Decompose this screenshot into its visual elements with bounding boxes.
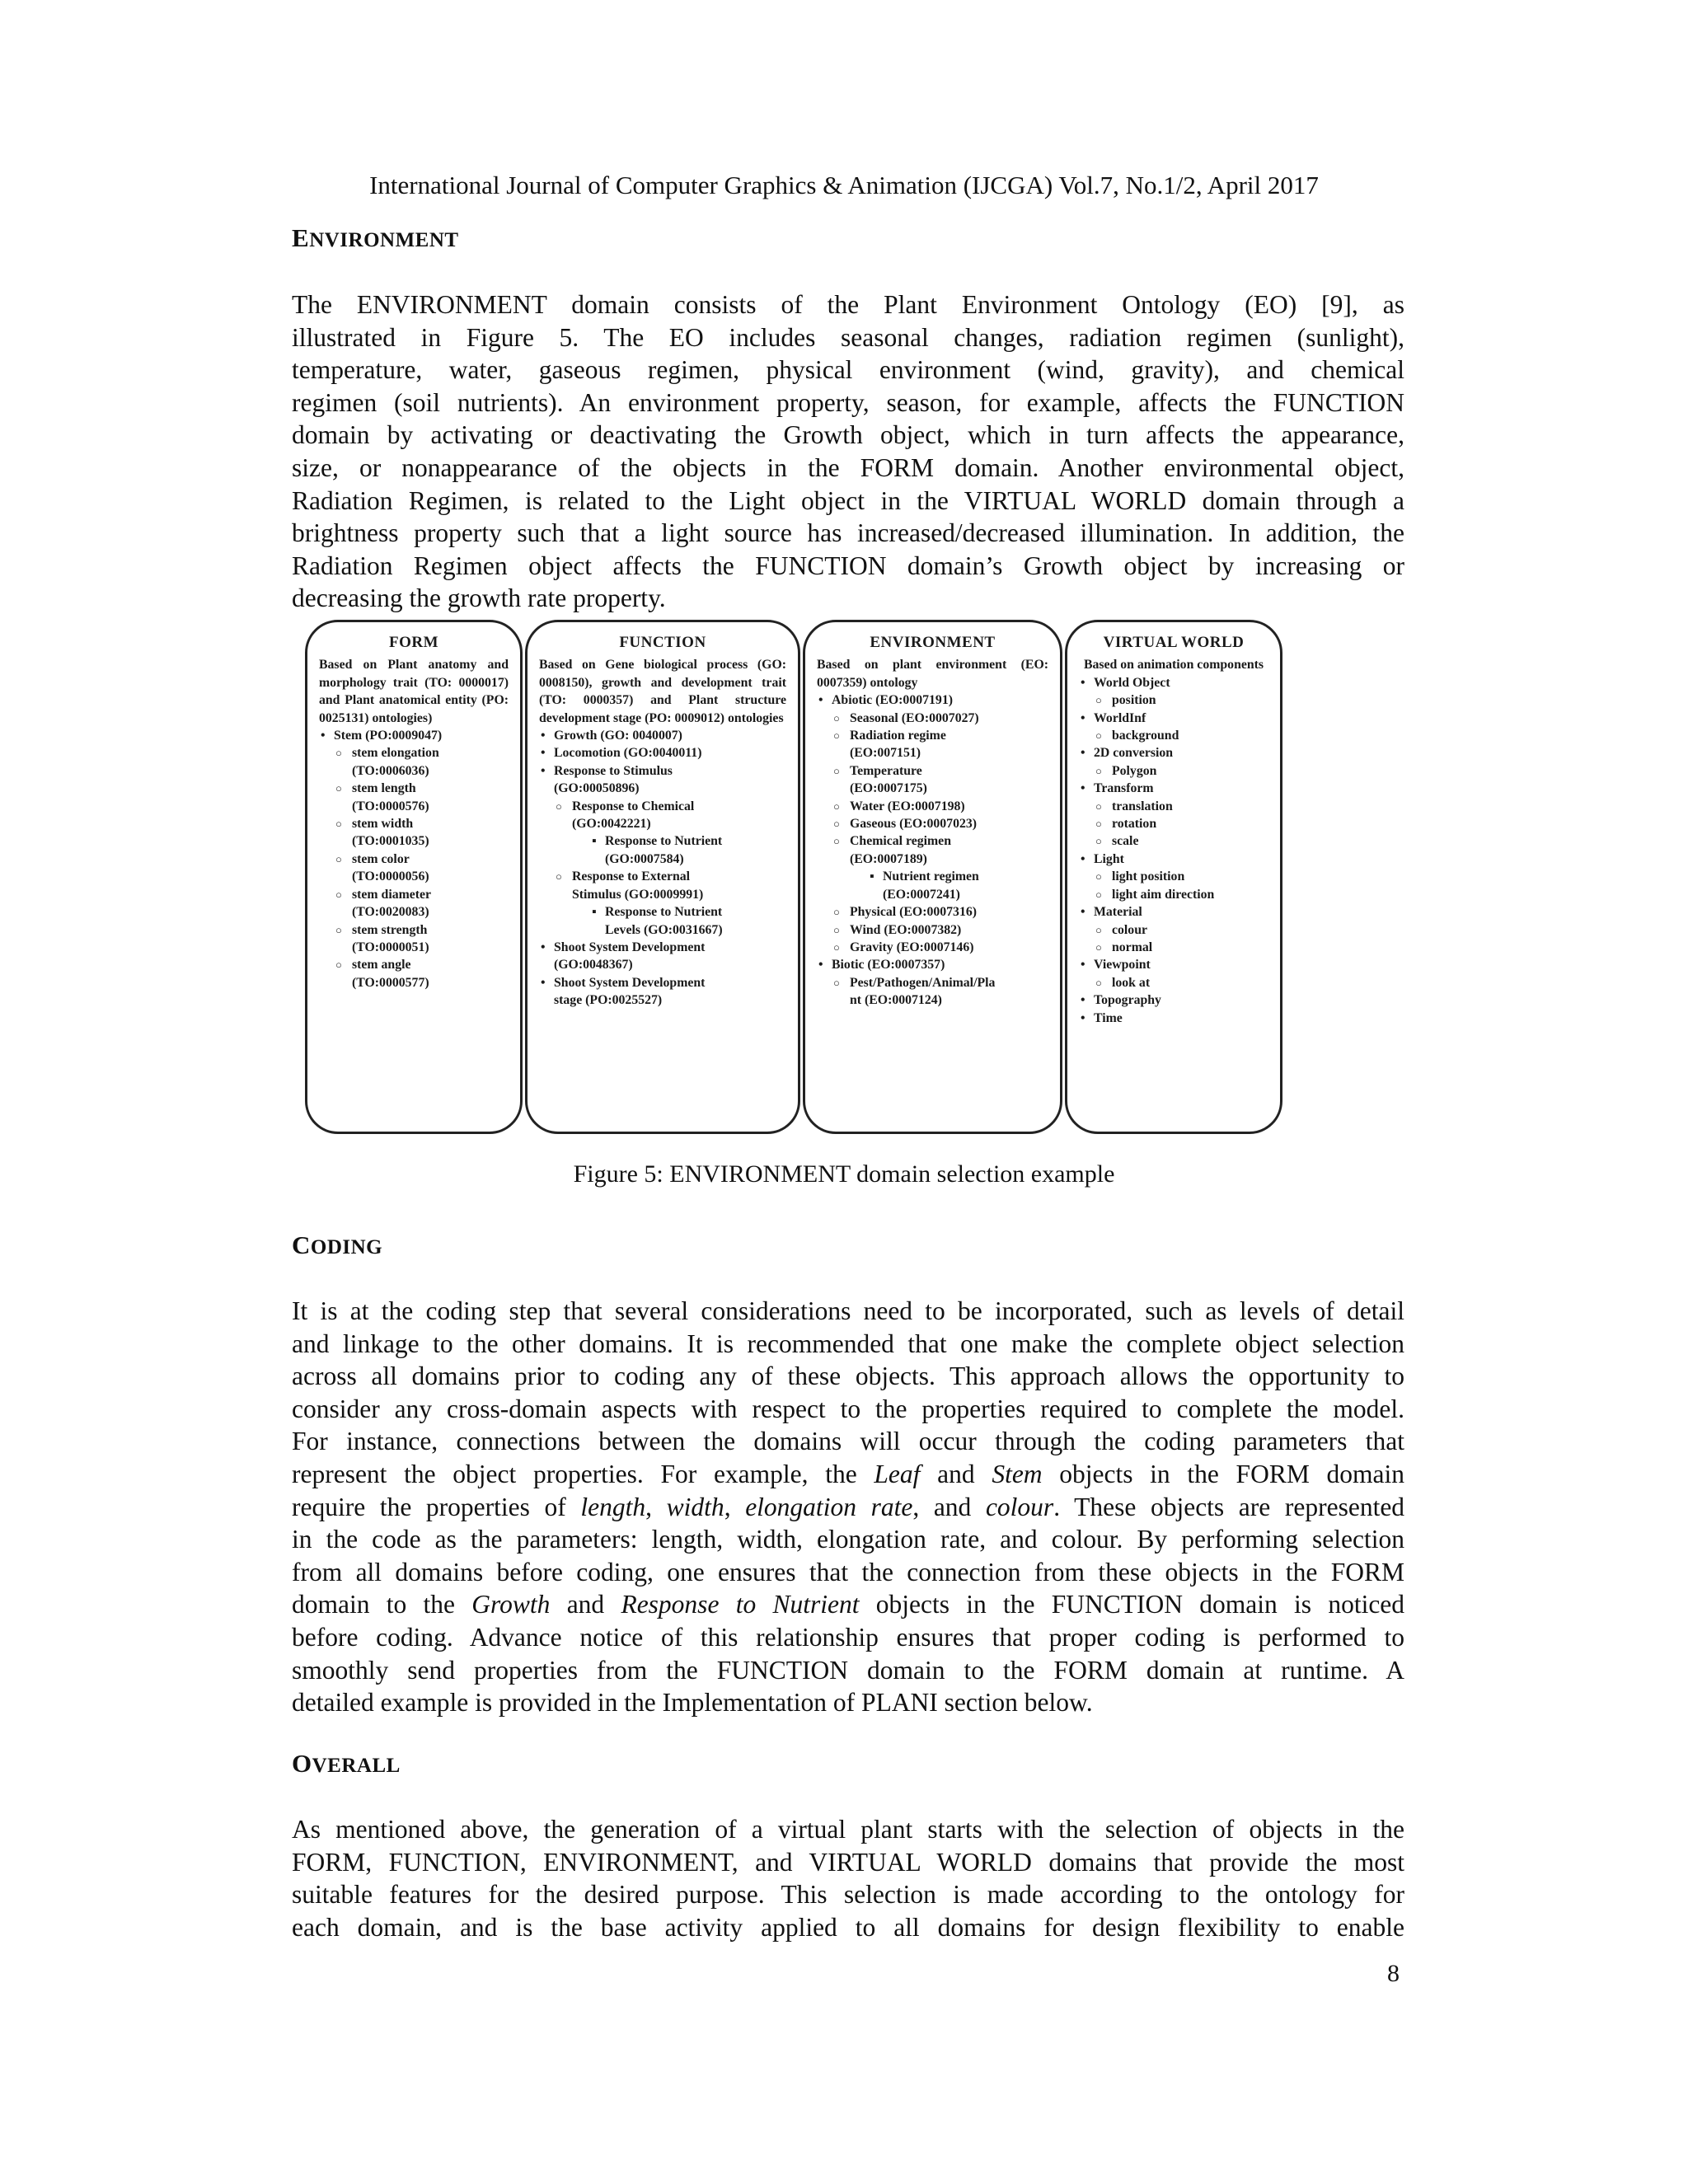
list-item: • Viewpoint [1079, 956, 1268, 973]
list-item: ▪ Response to Nutrient (GO:0007584) [539, 832, 786, 868]
text-line: represent the object properties. For example, the Leaf and Stem objects in the FORM domain [292, 1459, 1405, 1488]
text-line: For instance, connections between the domains will occur through the coding parameters that [292, 1427, 1404, 1456]
column-title: FUNCTION [619, 634, 706, 651]
text-line: consider any cross-domain aspects with respect to the properties required to complete the model. [292, 1394, 1404, 1423]
list-item: ○ light aim direction [1079, 886, 1268, 903]
list-item: ○ look at [1079, 974, 1268, 991]
list-item: ○ stem length (TO:0000576) [319, 780, 509, 815]
figure-column-form [305, 620, 523, 1134]
list-item: • World Object [1079, 674, 1268, 691]
list-item: ▪ Response to Nutrient Levels (GO:0031667) [539, 903, 786, 939]
list-item: ○ Chemical regimen (EO:0007189) [817, 832, 1048, 868]
text-line: regimen (soil nutrients). An environment property, season, for example, affects the FUNCTION [292, 387, 1404, 417]
list-item: ○ Gaseous (EO:0007023) [817, 815, 1048, 832]
list-item: • Locomotion (GO:0040011) [539, 744, 786, 762]
list-item: ○ stem elongation (TO:0006036) [319, 744, 509, 780]
list-item: ○ background [1079, 727, 1268, 744]
text-line: require the properties of length, width, elongation rate, and colour. These objects are represented [292, 1492, 1405, 1521]
paragraph-environment [292, 288, 1404, 615]
column-intro: Based on plant environment (EO: 0007359) ontology [817, 658, 1048, 690]
text-line: in the code as the parameters: length, width, elongation rate, and colour. By performing selection [292, 1525, 1404, 1554]
figure-caption: Figure 5: ENVIRONMENT domain selection example [573, 1160, 1115, 1188]
section-heading-overall: OVERALL [292, 1749, 401, 1778]
section-heading-environment: ENVIRONMENT [292, 223, 459, 252]
text-line: Radiation Regimen, is related to the Light object in the VIRTUAL WORLD domain through a [292, 485, 1404, 515]
text-line: Radiation Regimen object affects the FUNCTION domain’s Growth object by increasing or [292, 551, 1404, 580]
list-item: ○ light position [1079, 868, 1268, 885]
list-item: ○ Gravity (EO:0007146) [817, 939, 1048, 956]
text-line: size, or nonappearance of the objects in the FORM domain. Another environmental object, [292, 452, 1404, 482]
text-line: and linkage to the other domains. It is recommended that one make the complete object selection [292, 1329, 1404, 1358]
text-line: suitable features for the desired purpose. This selection is made according to the ontology for [292, 1880, 1404, 1910]
paragraph-overall [292, 1813, 1404, 1943]
column-title: FORM [388, 634, 439, 651]
figure-column-environment [803, 620, 1062, 1134]
text-line: As mentioned above, the generation of a virtual plant starts with the selection of objects in the [292, 1815, 1404, 1844]
list-item: • Growth (GO: 0040007) [539, 727, 786, 744]
text-line: The ENVIRONMENT domain consists of the Plant Environment Ontology (EO) [9], as [292, 290, 1404, 319]
text-line: across all domains prior to coding any of these objects. This approach allows the opportunity to [292, 1361, 1404, 1391]
list-item: ○ scale [1079, 832, 1268, 850]
list-item: ○ Physical (EO:0007316) [817, 903, 1048, 921]
list-item: • Stem (PO:0009047) [319, 727, 509, 744]
list-item: ○ Seasonal (EO:0007027) [817, 710, 1048, 727]
text-line: decreasing the growth rate property. [292, 583, 666, 613]
list-item: ○ colour [1079, 921, 1268, 939]
text-line: each domain, and is the base activity applied to all domains for design flexibility to enable [292, 1912, 1404, 1942]
column-intro: Based on Plant anatomy and morphology trait (TO: 0000017) and Plant anatomical entity (PO: 0025131) ontologies) [319, 658, 509, 725]
column-intro: Based on Gene biological process (GO: 0008150), growth and development trait (TO: 0000357) and Plant structure development stage (PO: 0009012) ontologies [539, 658, 786, 725]
list-item: • Shoot System Development stage (PO:0025527) [539, 974, 786, 1010]
text-line: illustrated in Figure 5. The EO includes seasonal changes, radiation regimen (sunlight), [292, 322, 1404, 352]
list-item: ○ Temperature (EO:0007175) [817, 762, 1048, 798]
list-item: • Topography [1079, 991, 1268, 1009]
text-line: domain to the Growth and Response to Nutrient objects in the FUNCTION domain is noticed [292, 1590, 1405, 1619]
page-number: 8 [1387, 1960, 1400, 1987]
list-item: ○ stem width (TO:0001035) [319, 815, 509, 851]
running-header: International Journal of Computer Graphics & Animation (IJCGA) Vol.7, No.1/2, April 2017 [369, 171, 1319, 199]
list-item: ▪ Nutrient regimen (EO:0007241) [817, 868, 1048, 903]
list-item: ○ stem diameter (TO:0020083) [319, 886, 509, 921]
list-item: ○ Water (EO:0007198) [817, 798, 1048, 815]
list-item: ○ translation [1079, 798, 1268, 815]
list-item: ○ Response to External Stimulus (GO:0009991) [539, 868, 786, 903]
paragraph-coding [292, 1295, 1404, 1719]
list-item: ○ Wind (EO:0007382) [817, 921, 1048, 939]
text-line: brightness property such that a light source has increased/decreased illumination. In addition, the [292, 518, 1404, 548]
list-item: ○ normal [1079, 939, 1268, 956]
text-line: temperature, water, gaseous regimen, physical environment (wind, gravity), and chemical [292, 355, 1404, 385]
text-line: FORM, FUNCTION, ENVIRONMENT, and VIRTUAL WORLD domains that provide the most [292, 1847, 1404, 1877]
list-item: ○ stem angle (TO:0000577) [319, 956, 509, 991]
list-item: • Time [1079, 1010, 1268, 1027]
list-item: • WorldInf [1079, 710, 1268, 727]
list-item: • Response to Stimulus (GO:00050896) [539, 762, 786, 798]
list-item: • Transform [1079, 780, 1268, 797]
column-intro: Based on animation components [1083, 658, 1264, 673]
figure-5 [305, 620, 1282, 1137]
list-item: • Biotic (EO:0007357) [817, 956, 1048, 973]
list-item: ○ rotation [1079, 815, 1268, 832]
list-item: ○ Polygon [1079, 762, 1268, 780]
list-item: ○ Pest/Pathogen/Animal/Pla nt (EO:0007124) [817, 974, 1048, 1010]
list-item: ○ Response to Chemical (GO:0042221) [539, 798, 786, 833]
text-line: domain by activating or deactivating the Growth object, which in turn affects the appearance, [292, 420, 1404, 450]
column-title: VIRTUAL WORLD [1103, 634, 1245, 651]
figure-column-virtual-world [1065, 620, 1282, 1134]
list-item: ○ stem strength (TO:0000051) [319, 921, 509, 957]
list-item: • Abiotic (EO:0007191) [817, 691, 1048, 709]
list-item: • 2D conversion [1079, 744, 1268, 762]
text-line: smoothly send properties from the FUNCTION domain to the FORM domain at runtime. A [292, 1655, 1404, 1685]
text-line: from all domains before coding, one ensures that the connection from these objects in the FORM [292, 1557, 1404, 1586]
list-item: ○ Radiation regime (EO:007151) [817, 727, 1048, 762]
list-item: ○ position [1079, 691, 1268, 709]
section-heading-coding: CODING [292, 1230, 383, 1259]
text-line: detailed example is provided in the Implementation of PLANI section below. [292, 1688, 1093, 1718]
figure-column-function [525, 620, 800, 1134]
text-line: It is at the coding step that several considerations need to be incorporated, such as levels of detail [292, 1296, 1404, 1325]
list-item: ○ stem color (TO:0000056) [319, 851, 509, 886]
list-item: • Light [1079, 851, 1268, 868]
column-title: ENVIRONMENT [870, 634, 996, 651]
text-line: before coding. Advance notice of this relationship ensures that proper coding is performed to [292, 1622, 1404, 1652]
list-item: • Shoot System Development (GO:0048367) [539, 939, 786, 974]
list-item: • Material [1079, 903, 1268, 921]
